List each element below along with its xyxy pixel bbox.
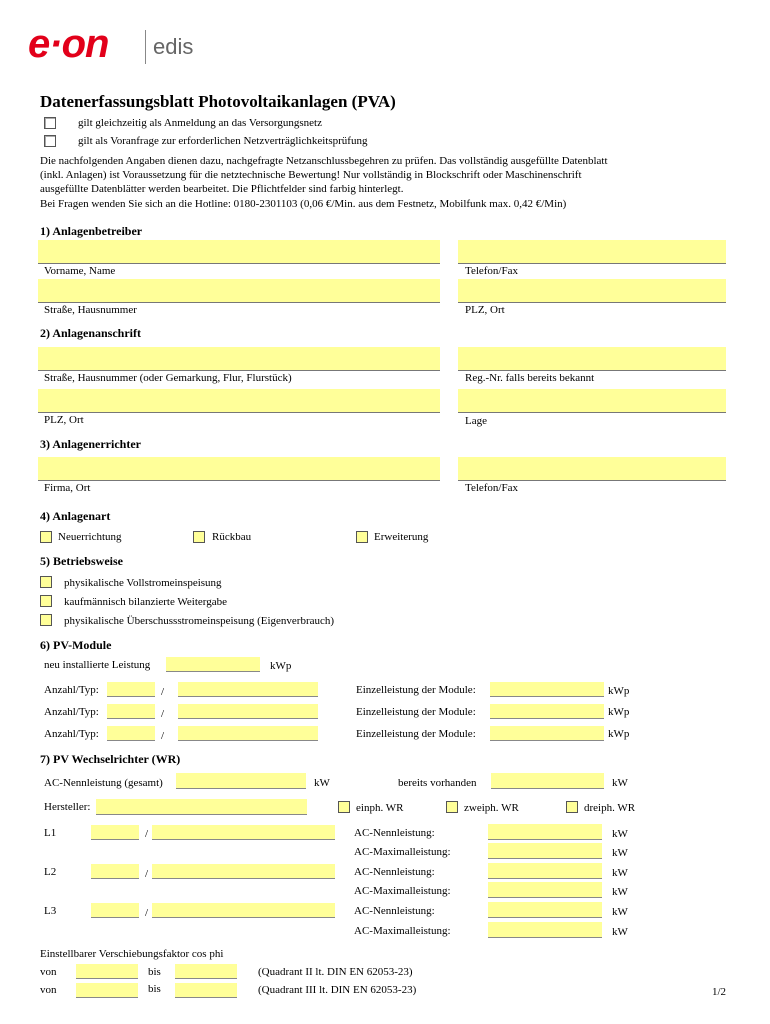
single-phase-label: einph. WR	[356, 802, 404, 814]
section-6-heading: 6) PV-Module	[40, 638, 112, 652]
purpose-registration-checkbox[interactable]	[44, 117, 56, 129]
l2-slash: /	[145, 868, 149, 880]
l3-slash: /	[145, 907, 149, 919]
cosphi-q2-note: (Quadrant II lt. DIN EN 62053-23)	[258, 966, 413, 978]
purpose-inquiry-label: gilt als Voranfrage zur erforderlichen Netzverträglichkeitsprüfung	[78, 135, 368, 147]
l3-type-field[interactable]	[152, 903, 335, 918]
l2-type-field[interactable]	[152, 864, 335, 879]
module-3-unit-power-label: Einzelleistung der Module:	[356, 728, 476, 740]
module-1-label: Anzahl/Typ:	[44, 684, 99, 696]
installed-power-unit: kWp	[270, 660, 292, 672]
module-1-unit-power-field[interactable]	[490, 682, 604, 697]
installed-power-field[interactable]	[166, 657, 260, 672]
l3-ac-max-label: AC-Maximalleistung:	[354, 925, 451, 937]
hotline-text: Bei Fragen wenden Sie sich an die Hotline: 0180-2301103 (0,06 €/Min. aus dem Festnetz, Mobilfunk max. 0,42 €/Min)	[40, 198, 567, 210]
cosphi-q3-from-field[interactable]	[76, 983, 138, 998]
module-3-slash: /	[161, 730, 165, 742]
l1-ac-nom-label: AC-Nennleistung:	[354, 827, 435, 839]
l1-ac-max-label: AC-Maximalleistung:	[354, 846, 451, 858]
type-new-label: Neuerrichtung	[58, 531, 122, 543]
l3-count-field[interactable]	[91, 903, 139, 918]
site-lage-label: Lage	[465, 415, 487, 427]
module-2-type-field[interactable]	[178, 704, 318, 719]
operator-name-label: Vorname, Name	[44, 265, 116, 277]
module-2-unit: kWp	[608, 706, 630, 718]
l1-type-field[interactable]	[152, 825, 335, 840]
l3-ac-nom-field[interactable]	[488, 902, 602, 918]
page-title: Datenerfassungsblatt Photovoltaikanlagen (PVA)	[40, 92, 396, 111]
mode-commercial-checkbox[interactable]	[40, 595, 52, 607]
operator-city-field[interactable]	[458, 279, 726, 303]
module-1-unit: kWp	[608, 685, 630, 697]
l1-count-field[interactable]	[91, 825, 139, 840]
site-city-field[interactable]	[38, 389, 440, 413]
cosphi-q3-to-label: bis	[148, 983, 161, 995]
cosphi-q3-to-field[interactable]	[175, 983, 237, 998]
module-3-label: Anzahl/Typ:	[44, 728, 99, 740]
site-regnr-label: Reg.-Nr. falls bereits bekannt	[465, 372, 595, 384]
installer-firm-label: Firma, Ort	[44, 482, 91, 494]
operator-street-label: Straße, Hausnummer	[44, 304, 137, 316]
section-2-heading: 2) Anlagenanschrift	[40, 326, 142, 340]
type-removal-label: Rückbau	[212, 531, 252, 543]
module-2-label: Anzahl/Typ:	[44, 706, 99, 718]
section-4-heading: 4) Anlagenart	[40, 509, 111, 523]
l2-count-field[interactable]	[91, 864, 139, 879]
l3-ac-max-unit: kW	[612, 926, 628, 938]
site-regnr-field[interactable]	[458, 347, 726, 371]
mode-full-feed-checkbox[interactable]	[40, 576, 52, 588]
section-3-heading: 3) Anlagenerrichter	[40, 437, 141, 451]
module-3-count-field[interactable]	[107, 726, 155, 741]
module-3-type-field[interactable]	[178, 726, 318, 741]
two-phase-checkbox[interactable]	[446, 801, 458, 813]
installer-firm-field[interactable]	[38, 457, 440, 481]
site-street-label: Straße, Hausnummer (oder Gemarkung, Flur, Flurstück)	[44, 372, 292, 384]
logo-divider	[145, 30, 146, 64]
l3-ac-nom-label: AC-Nennleistung:	[354, 905, 435, 917]
module-1-type-field[interactable]	[178, 682, 318, 697]
cosphi-q2-from-label: von	[40, 966, 57, 978]
page-number: 1/2	[712, 986, 727, 998]
l1-slash: /	[145, 828, 149, 840]
ac-total-unit: kW	[314, 777, 330, 789]
site-lage-field[interactable]	[458, 389, 726, 413]
cosphi-q2-to-label: bis	[148, 966, 161, 978]
operator-name-field[interactable]	[38, 240, 440, 264]
cosphi-label: Einstellbarer Verschiebungsfaktor cos phi	[40, 948, 224, 960]
module-1-count-field[interactable]	[107, 682, 155, 697]
installer-phone-label: Telefon/Fax	[465, 482, 518, 494]
operator-phone-label: Telefon/Fax	[465, 265, 518, 277]
l1-ac-max-field[interactable]	[488, 843, 602, 859]
purpose-inquiry-checkbox[interactable]	[44, 135, 56, 147]
three-phase-label: dreiph. WR	[584, 802, 636, 814]
mode-full-feed-label: physikalische Vollstromeinspeisung	[64, 577, 222, 589]
module-3-unit: kWp	[608, 728, 630, 740]
operator-city-label: PLZ, Ort	[465, 304, 505, 316]
section-1-heading: 1) Anlagenbetreiber	[40, 224, 143, 238]
type-extension-checkbox[interactable]	[356, 531, 368, 543]
section-5-heading: 5) Betriebsweise	[40, 554, 123, 568]
module-2-slash: /	[161, 708, 165, 720]
l3-ac-nom-unit: kW	[612, 906, 628, 918]
cosphi-q2-from-field[interactable]	[76, 964, 138, 979]
eon-logo: e·on	[28, 22, 109, 66]
existing-field[interactable]	[491, 773, 604, 789]
installer-phone-field[interactable]	[458, 457, 726, 481]
l2-label: L2	[44, 866, 57, 878]
l2-ac-max-unit: kW	[612, 886, 628, 898]
three-phase-checkbox[interactable]	[566, 801, 578, 813]
module-2-count-field[interactable]	[107, 704, 155, 719]
two-phase-label: zweiph. WR	[464, 802, 519, 814]
site-street-field[interactable]	[38, 347, 440, 371]
cosphi-q2-to-field[interactable]	[175, 964, 237, 979]
l2-ac-max-field[interactable]	[488, 882, 602, 898]
section-7-heading: 7) PV Wechselrichter (WR)	[40, 752, 181, 766]
cosphi-q3-note: (Quadrant III lt. DIN EN 62053-23)	[258, 984, 417, 996]
l1-label: L1	[44, 827, 57, 839]
mode-surplus-label: physikalische Überschussstromeinspeisung (Eigenverbrauch)	[64, 615, 335, 627]
mode-commercial-label: kaufmännisch bilanzierte Weitergabe	[64, 596, 228, 608]
l1-ac-max-unit: kW	[612, 847, 628, 859]
type-removal-checkbox[interactable]	[193, 531, 205, 543]
module-2-unit-power-field[interactable]	[490, 704, 604, 719]
edis-logo: edis	[153, 34, 194, 59]
l2-ac-nom-label: AC-Nennleistung:	[354, 866, 435, 878]
intro-text: Die nachfolgenden Angaben dienen dazu, nachgefragte Netzanschlussbegehren zu prüfen. Das vollständig ausgefüllte Datenblatt (inkl. Anlagen) ist Voraussetzung für die netztechnische Bewertung! Nur vollständig in Blockschrift oder Maschinenschrift ausgefüllte Datenblätter werden bearbeitet. Die Pflichtfelder sind farbig hinterlegt.	[40, 155, 608, 195]
l2-ac-nom-field[interactable]	[488, 863, 602, 879]
l3-ac-max-field[interactable]	[488, 922, 602, 938]
module-3-unit-power-field[interactable]	[490, 726, 604, 741]
type-new-checkbox[interactable]	[40, 531, 52, 543]
manufacturer-field[interactable]	[96, 799, 307, 815]
l1-ac-nom-field[interactable]	[488, 824, 602, 840]
module-2-unit-power-label: Einzelleistung der Module:	[356, 706, 476, 718]
module-1-slash: /	[161, 686, 165, 698]
l1-ac-nom-unit: kW	[612, 828, 628, 840]
existing-unit: kW	[612, 777, 628, 789]
cosphi-q3-from-label: von	[40, 984, 57, 996]
ac-total-label: AC-Nennleistung (gesamt)	[44, 777, 163, 789]
l2-ac-nom-unit: kW	[612, 867, 628, 879]
manufacturer-label: Hersteller:	[44, 801, 91, 813]
operator-street-field[interactable]	[38, 279, 440, 303]
ac-total-field[interactable]	[176, 773, 306, 789]
installed-power-label: neu installierte Leistung	[44, 659, 151, 671]
module-1-unit-power-label: Einzelleistung der Module:	[356, 684, 476, 696]
operator-phone-field[interactable]	[458, 240, 726, 264]
l2-ac-max-label: AC-Maximalleistung:	[354, 885, 451, 897]
site-city-label: PLZ, Ort	[44, 414, 84, 426]
l3-label: L3	[44, 905, 57, 917]
type-extension-label: Erweiterung	[374, 531, 429, 543]
purpose-registration-label: gilt gleichzeitig als Anmeldung an das Versorgungsnetz	[78, 117, 322, 129]
mode-surplus-checkbox[interactable]	[40, 614, 52, 626]
single-phase-checkbox[interactable]	[338, 801, 350, 813]
existing-label: bereits vorhanden	[398, 777, 477, 789]
